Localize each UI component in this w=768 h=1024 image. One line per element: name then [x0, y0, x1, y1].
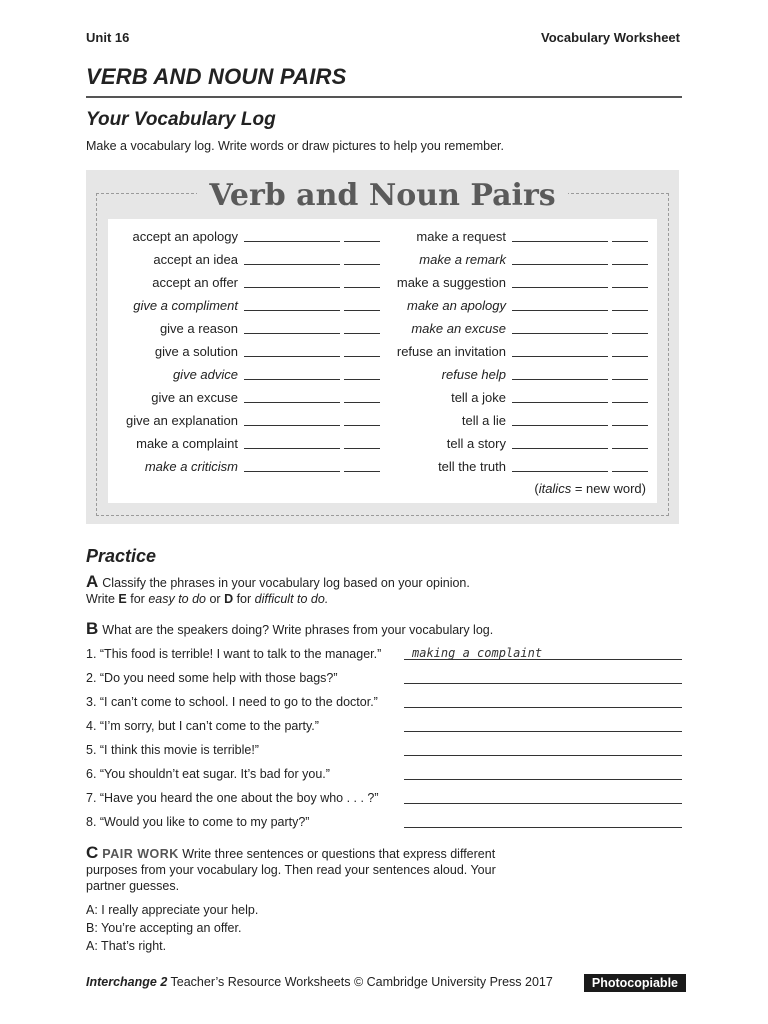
write-line[interactable]	[512, 241, 608, 242]
vocab-phrase: accept an offer	[152, 274, 238, 290]
vocab-phrase: give an excuse	[151, 389, 238, 405]
question-text: 1. “This food is terrible! I want to talk to the manager.”	[86, 647, 382, 661]
rating-line[interactable]	[612, 310, 648, 311]
vocab-phrase: tell a joke	[451, 389, 506, 405]
write-line[interactable]	[244, 241, 340, 242]
question-text: 7. “Have you heard the one about the boy who . . . ?”	[86, 791, 379, 805]
write-line[interactable]	[244, 287, 340, 288]
pair-work-label: PAIR WORK	[102, 847, 179, 861]
write-line[interactable]	[512, 287, 608, 288]
write-line[interactable]	[512, 310, 608, 311]
vocab-phrase: refuse help	[441, 366, 506, 382]
write-line[interactable]	[512, 402, 608, 403]
vocab-row	[110, 410, 380, 430]
rating-line[interactable]	[344, 402, 380, 403]
vocab-phrase: make a remark	[419, 251, 506, 267]
rating-line[interactable]	[344, 356, 380, 357]
log-box-title	[86, 178, 679, 213]
exercise-c-line2: purposes from your vocabulary log. Then read your sentences aloud. Your	[86, 863, 496, 877]
exercise-b-instruction	[86, 621, 493, 638]
write-line[interactable]	[244, 310, 340, 311]
write-line[interactable]	[512, 264, 608, 265]
rating-line[interactable]	[612, 425, 648, 426]
write-line[interactable]	[244, 264, 340, 265]
footer-rest: Teacher’s Resource Worksheets © Cambridge University Press 2017	[167, 975, 553, 989]
vocab-phrase: make an excuse	[411, 320, 506, 336]
legend-open: (	[534, 481, 539, 496]
rating-line[interactable]	[612, 379, 648, 380]
vocab-phrase: make a request	[416, 228, 506, 244]
rating-line[interactable]	[612, 356, 648, 357]
exercise-a-letter: A	[86, 572, 99, 591]
write-line[interactable]	[244, 471, 340, 472]
vocab-phrase: make a complaint	[136, 435, 238, 451]
write-line[interactable]	[244, 356, 340, 357]
question-text: 2. “Do you need some help with those bags?”	[86, 671, 338, 685]
dialog-line-3: A: That’s right.	[86, 939, 167, 953]
vocab-phrase: give advice	[172, 366, 238, 382]
answer-line[interactable]	[404, 707, 682, 708]
vocab-phrase: make an apology	[406, 297, 506, 313]
vocab-row	[388, 341, 648, 361]
exercise-a	[86, 574, 470, 607]
vocab-phrase: accept an apology	[132, 228, 238, 244]
rating-line[interactable]	[344, 264, 380, 265]
vocab-row	[110, 295, 380, 315]
log-box-title-text: Verb and Noun Pairs	[197, 178, 567, 213]
vocab-phrase: give a compliment	[133, 297, 238, 313]
answer-line[interactable]	[404, 803, 682, 804]
answer-line[interactable]	[404, 755, 682, 756]
exercise-a-e: E	[118, 592, 127, 606]
exercise-c-letter: C	[86, 843, 99, 862]
vocab-row	[110, 364, 380, 384]
vocab-phrase: tell the truth	[438, 458, 506, 474]
answer-line[interactable]	[404, 683, 682, 684]
vocab-row	[110, 387, 380, 407]
rating-line[interactable]	[344, 310, 380, 311]
vocab-row	[388, 295, 648, 315]
rating-line[interactable]	[344, 379, 380, 380]
write-line[interactable]	[244, 448, 340, 449]
question-row	[86, 789, 682, 809]
rating-line[interactable]	[344, 471, 380, 472]
write-line[interactable]	[512, 356, 608, 357]
answer-line[interactable]	[404, 779, 682, 780]
answer-line[interactable]	[404, 731, 682, 732]
section-heading-log: Your Vocabulary Log	[86, 109, 276, 130]
exercise-a-for1: for	[126, 592, 149, 606]
write-line[interactable]	[512, 425, 608, 426]
exercise-a-d: D	[224, 592, 234, 606]
vocab-phrase: give a reason	[159, 320, 238, 336]
answer-line[interactable]	[404, 827, 682, 828]
write-line[interactable]	[512, 333, 608, 334]
vocab-phrase: give a solution	[154, 343, 238, 359]
vocab-phrase: refuse an invitation	[396, 343, 506, 359]
write-line[interactable]	[244, 333, 340, 334]
exercise-c-line3: partner guesses.	[86, 879, 180, 893]
vocab-row	[388, 318, 648, 338]
dialog-line-1: A: I really appreciate your help.	[86, 903, 259, 917]
rating-line[interactable]	[612, 287, 648, 288]
exercise-a-easy: easy to do	[148, 592, 206, 606]
footer-book-title: Interchange 2	[86, 975, 168, 989]
vocabulary-list-panel	[108, 219, 657, 503]
exercise-c	[86, 845, 496, 894]
write-line[interactable]	[512, 448, 608, 449]
rating-line[interactable]	[612, 448, 648, 449]
vocab-row	[110, 226, 380, 246]
exercise-a-line1: Classify the phrases in your vocabulary log based on your opinion.	[102, 576, 470, 590]
exercise-a-prefix: Write	[86, 592, 119, 606]
vocab-row	[110, 249, 380, 269]
exercise-c-line1: Write three sentences or questions that express different	[182, 847, 496, 861]
question-row	[86, 669, 682, 689]
question-text: 3. “I can’t come to school. I need to go to the doctor.”	[86, 695, 378, 709]
page-title: VERB AND NOUN PAIRS	[86, 64, 347, 89]
rating-line[interactable]	[612, 264, 648, 265]
dialog-line-2: B: You’re accepting an offer.	[86, 921, 242, 935]
exercise-a-line2	[86, 591, 470, 607]
question-row	[86, 765, 682, 785]
exercise-a-for2: for	[233, 592, 255, 606]
italics-legend	[534, 481, 646, 496]
vocab-phrase: give an explanation	[125, 412, 238, 428]
question-row	[86, 645, 682, 665]
exercise-a-or: or	[206, 592, 225, 606]
vocab-row	[388, 249, 648, 269]
rating-line[interactable]	[612, 333, 648, 334]
question-text: 4. “I’m sorry, but I can’t come to the party.”	[86, 719, 319, 733]
footer-credit	[86, 975, 553, 989]
question-row	[86, 693, 682, 713]
vocab-row	[388, 226, 648, 246]
rating-line[interactable]	[344, 287, 380, 288]
vocab-phrase: tell a story	[446, 435, 506, 451]
vocab-row	[388, 272, 648, 292]
vocab-row	[388, 387, 648, 407]
write-line[interactable]	[244, 379, 340, 380]
rating-line[interactable]	[612, 241, 648, 242]
question-row	[86, 717, 682, 737]
vocab-row	[110, 272, 380, 292]
worksheet-type: Vocabulary Worksheet	[541, 30, 680, 45]
vocabulary-log-box	[86, 170, 679, 524]
write-line[interactable]	[244, 402, 340, 403]
unit-label: Unit 16	[86, 30, 130, 45]
rating-line[interactable]	[612, 471, 648, 472]
question-row	[86, 741, 682, 761]
photocopiable-badge: Photocopiable	[584, 974, 686, 992]
rating-line[interactable]	[344, 448, 380, 449]
rating-line[interactable]	[612, 402, 648, 403]
vocab-phrase: accept an idea	[153, 251, 238, 267]
section-heading-practice: Practice	[86, 546, 157, 566]
legend-rest: = new word)	[571, 481, 646, 496]
write-line[interactable]	[244, 425, 340, 426]
vocab-row	[388, 364, 648, 384]
vocab-row	[110, 341, 380, 361]
vocab-row	[388, 410, 648, 430]
vocab-row	[388, 456, 648, 476]
exercise-b-letter: B	[86, 619, 99, 638]
vocab-row	[388, 433, 648, 453]
vocab-row	[110, 456, 380, 476]
vocab-phrase: tell a lie	[461, 412, 506, 428]
log-instructions: Make a vocabulary log. Write words or draw pictures to help you remember.	[86, 139, 505, 153]
write-line[interactable]	[512, 471, 608, 472]
rating-line[interactable]	[344, 333, 380, 334]
vocab-phrase: make a suggestion	[396, 274, 506, 290]
vocab-phrase: make a criticism	[144, 458, 238, 474]
exercise-a-difficult: difficult to do.	[254, 592, 329, 606]
question-row	[86, 813, 682, 833]
legend-italics-word: italics	[538, 481, 572, 496]
exercise-b-text: What are the speakers doing? Write phrases from your vocabulary log.	[102, 623, 494, 637]
write-line[interactable]	[512, 379, 608, 380]
rating-line[interactable]	[344, 425, 380, 426]
question-text: 5. “I think this movie is terrible!”	[86, 743, 259, 757]
question-text: 6. “You shouldn’t eat sugar. It’s bad for you.”	[86, 767, 330, 781]
rating-line[interactable]	[344, 241, 380, 242]
vocab-row	[110, 318, 380, 338]
answer-text: making a complaint	[412, 646, 543, 660]
question-text: 8. “Would you like to come to my party?”	[86, 815, 310, 829]
title-divider	[86, 96, 682, 98]
vocab-row	[110, 433, 380, 453]
